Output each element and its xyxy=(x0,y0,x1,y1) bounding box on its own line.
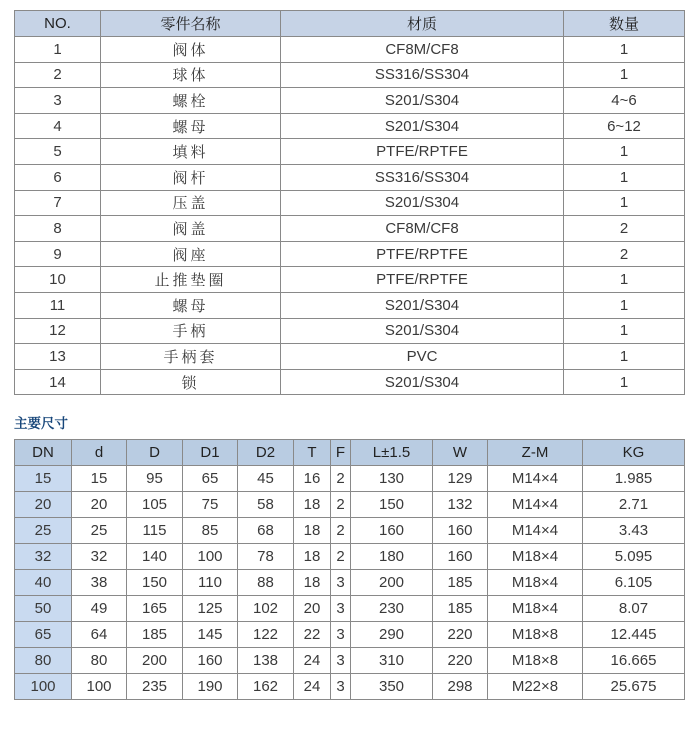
parts-table-header-cell: 材质 xyxy=(281,11,564,37)
parts-table-cell: 1 xyxy=(564,37,685,63)
dimensions-table-cell: 32 xyxy=(15,544,72,570)
parts-table-cell: 阀座 xyxy=(101,241,281,267)
parts-table-cell: 12 xyxy=(15,318,101,344)
parts-table-row xyxy=(15,241,685,267)
parts-table-cell: 4 xyxy=(15,113,101,139)
parts-table-cell: 止推垫圈 xyxy=(101,267,281,293)
dimensions-table-cell: 25 xyxy=(72,518,127,544)
dimensions-table-row xyxy=(15,674,685,700)
parts-table-cell: 1 xyxy=(564,139,685,165)
parts-table-row xyxy=(15,369,685,395)
dimensions-table-cell: 350 xyxy=(351,674,433,700)
dimensions-table-row xyxy=(15,466,685,492)
parts-table-cell: PTFE/RPTFE xyxy=(281,267,564,293)
dimensions-table-cell: 45 xyxy=(238,466,294,492)
dimensions-table-header-cell: DN xyxy=(15,440,72,466)
parts-table-cell: PTFE/RPTFE xyxy=(281,139,564,165)
parts-table-cell: 1 xyxy=(564,292,685,318)
dimensions-table-cell: 64 xyxy=(72,622,127,648)
dimensions-table-cell: 24 xyxy=(294,674,331,700)
dimensions-table-cell: 75 xyxy=(183,492,238,518)
parts-table-cell: 螺母 xyxy=(101,292,281,318)
parts-table-header-cell: NO. xyxy=(15,11,101,37)
dimensions-table-cell: M18×4 xyxy=(488,544,583,570)
dimensions-table-cell: 3 xyxy=(331,648,351,674)
dimensions-table-cell: 102 xyxy=(238,596,294,622)
dimensions-table-cell: 160 xyxy=(433,544,488,570)
dimensions-table-cell: 5.095 xyxy=(583,544,685,570)
dimensions-table-cell: 1.985 xyxy=(583,466,685,492)
dimensions-table xyxy=(14,439,685,700)
dimensions-table-row xyxy=(15,622,685,648)
parts-table-row xyxy=(15,113,685,139)
dimensions-table-row xyxy=(15,570,685,596)
dimensions-table-cell: 185 xyxy=(433,570,488,596)
dimensions-table-cell: 145 xyxy=(183,622,238,648)
dimensions-table-cell: 2 xyxy=(331,492,351,518)
dimensions-table-cell: 310 xyxy=(351,648,433,674)
dimensions-table-row xyxy=(15,492,685,518)
dimensions-table-cell: 180 xyxy=(351,544,433,570)
dimensions-table-cell: 3 xyxy=(331,622,351,648)
dimensions-table-cell: 122 xyxy=(238,622,294,648)
parts-table-cell: 2 xyxy=(564,216,685,242)
parts-table-cell: 填料 xyxy=(101,139,281,165)
dimensions-table-header-cell: F xyxy=(331,440,351,466)
dimensions-table-cell: 132 xyxy=(433,492,488,518)
dimensions-table-cell: 2 xyxy=(331,466,351,492)
parts-table-cell: 4~6 xyxy=(564,88,685,114)
dimensions-table-cell: 2.71 xyxy=(583,492,685,518)
parts-table-row xyxy=(15,267,685,293)
parts-table-row xyxy=(15,139,685,165)
dimensions-table-cell: 95 xyxy=(127,466,183,492)
dimensions-table-cell: 3 xyxy=(331,570,351,596)
parts-table-cell: 13 xyxy=(15,344,101,370)
dimensions-table-header-cell: D2 xyxy=(238,440,294,466)
dimensions-table-header-cell: T xyxy=(294,440,331,466)
dimensions-table-cell: 20 xyxy=(72,492,127,518)
dimensions-table-cell: 58 xyxy=(238,492,294,518)
parts-table-cell: 6~12 xyxy=(564,113,685,139)
dimensions-table-cell: 80 xyxy=(72,648,127,674)
dimensions-table-cell: M14×4 xyxy=(488,466,583,492)
dimensions-table-cell: 18 xyxy=(294,492,331,518)
parts-table-cell: SS316/SS304 xyxy=(281,62,564,88)
dimensions-table-cell: 129 xyxy=(433,466,488,492)
parts-table-cell: 10 xyxy=(15,267,101,293)
dimensions-table-row xyxy=(15,648,685,674)
dimensions-table-row xyxy=(15,596,685,622)
dimensions-table-cell: 18 xyxy=(294,570,331,596)
dimensions-table-header-cell: D1 xyxy=(183,440,238,466)
dimensions-table-cell: 15 xyxy=(72,466,127,492)
parts-table-header-cell: 零件名称 xyxy=(101,11,281,37)
parts-table-cell: 7 xyxy=(15,190,101,216)
dimensions-table-cell: M18×4 xyxy=(488,570,583,596)
parts-table-cell: 压盖 xyxy=(101,190,281,216)
dimensions-table-cell: 185 xyxy=(127,622,183,648)
parts-table-cell: 阀盖 xyxy=(101,216,281,242)
dimensions-table-cell: 235 xyxy=(127,674,183,700)
parts-table-cell: 1 xyxy=(15,37,101,63)
dimensions-table-header-cell: Z-M xyxy=(488,440,583,466)
parts-table-cell: 1 xyxy=(564,62,685,88)
dimensions-table-cell: 80 xyxy=(15,648,72,674)
dimensions-table-cell: 2 xyxy=(331,518,351,544)
dimensions-table-cell: 65 xyxy=(15,622,72,648)
dimensions-table-cell: 3 xyxy=(331,596,351,622)
dimensions-table-cell: 68 xyxy=(238,518,294,544)
dimensions-table-cell: 50 xyxy=(15,596,72,622)
dimensions-table-cell: 49 xyxy=(72,596,127,622)
dimensions-table-cell: M18×4 xyxy=(488,596,583,622)
parts-table-cell: 手柄套 xyxy=(101,344,281,370)
parts-table-cell: S201/S304 xyxy=(281,369,564,395)
dimensions-table-cell: 100 xyxy=(72,674,127,700)
dimensions-table-cell: M18×8 xyxy=(488,622,583,648)
dimensions-table-cell: 150 xyxy=(351,492,433,518)
parts-table-row xyxy=(15,216,685,242)
dimensions-table-cell: 125 xyxy=(183,596,238,622)
dimensions-table-cell: 18 xyxy=(294,518,331,544)
parts-table-cell: 阀体 xyxy=(101,37,281,63)
dimensions-table-cell: 100 xyxy=(15,674,72,700)
dimensions-table-cell: 150 xyxy=(127,570,183,596)
dimensions-table-cell: 165 xyxy=(127,596,183,622)
dimensions-table-cell: 16 xyxy=(294,466,331,492)
parts-table-cell: 5 xyxy=(15,139,101,165)
dimensions-table-cell: 20 xyxy=(294,596,331,622)
main-dimensions-title: 主要尺寸 xyxy=(14,416,68,432)
dimensions-table-cell: 162 xyxy=(238,674,294,700)
dimensions-table-row xyxy=(15,544,685,570)
dimensions-table-cell: 78 xyxy=(238,544,294,570)
parts-table xyxy=(14,10,685,395)
dimensions-table-cell: 200 xyxy=(351,570,433,596)
dimensions-table-cell: 138 xyxy=(238,648,294,674)
parts-table-header-cell: 数量 xyxy=(564,11,685,37)
dimensions-table-cell: 298 xyxy=(433,674,488,700)
dimensions-table-header-cell: KG xyxy=(583,440,685,466)
parts-table-cell: CF8M/CF8 xyxy=(281,37,564,63)
dimensions-table-cell: 20 xyxy=(15,492,72,518)
dimensions-table-cell: 25 xyxy=(15,518,72,544)
dimensions-table-cell: 160 xyxy=(433,518,488,544)
dimensions-table-cell: 3.43 xyxy=(583,518,685,544)
dimensions-table-cell: 40 xyxy=(15,570,72,596)
dimensions-table-header-cell: d xyxy=(72,440,127,466)
dimensions-table-cell: 88 xyxy=(238,570,294,596)
dimensions-table-cell: M18×8 xyxy=(488,648,583,674)
dimensions-table-cell: 38 xyxy=(72,570,127,596)
parts-table-cell: 6 xyxy=(15,164,101,190)
dimensions-table-cell: 140 xyxy=(127,544,183,570)
dimensions-table-cell: 230 xyxy=(351,596,433,622)
parts-table-cell: 1 xyxy=(564,369,685,395)
dimensions-table-header-cell: D xyxy=(127,440,183,466)
parts-table-cell: S201/S304 xyxy=(281,88,564,114)
dimensions-table-cell: 24 xyxy=(294,648,331,674)
dimensions-table-cell: 8.07 xyxy=(583,596,685,622)
dimensions-table-cell: 220 xyxy=(433,648,488,674)
dimensions-table-cell: 12.445 xyxy=(583,622,685,648)
parts-table-cell: S201/S304 xyxy=(281,113,564,139)
parts-table-cell: PTFE/RPTFE xyxy=(281,241,564,267)
parts-table-cell: CF8M/CF8 xyxy=(281,216,564,242)
parts-table-cell: S201/S304 xyxy=(281,318,564,344)
dimensions-table-cell: 160 xyxy=(351,518,433,544)
parts-table-cell: 9 xyxy=(15,241,101,267)
parts-table-header-row xyxy=(15,11,685,37)
parts-table-row xyxy=(15,318,685,344)
dimensions-table-cell: 100 xyxy=(183,544,238,570)
dimensions-table-cell: 25.675 xyxy=(583,674,685,700)
parts-table-cell: 11 xyxy=(15,292,101,318)
parts-table-cell: PVC xyxy=(281,344,564,370)
dimensions-table-cell: M14×4 xyxy=(488,492,583,518)
dimensions-table-cell: 16.665 xyxy=(583,648,685,674)
parts-table-cell: 3 xyxy=(15,88,101,114)
dimensions-table-header-cell: L±1.5 xyxy=(351,440,433,466)
parts-table-row xyxy=(15,190,685,216)
dimensions-table-cell: 290 xyxy=(351,622,433,648)
parts-table-cell: S201/S304 xyxy=(281,292,564,318)
dimensions-table-cell: 220 xyxy=(433,622,488,648)
parts-table-row xyxy=(15,344,685,370)
parts-table-row xyxy=(15,164,685,190)
dimensions-table-cell: 105 xyxy=(127,492,183,518)
dimensions-table-cell: 15 xyxy=(15,466,72,492)
parts-table-cell: 1 xyxy=(564,344,685,370)
dimensions-table-cell: 85 xyxy=(183,518,238,544)
dimensions-table-row xyxy=(15,518,685,544)
parts-table-row xyxy=(15,292,685,318)
parts-table-cell: 锁 xyxy=(101,369,281,395)
dimensions-table-cell: 110 xyxy=(183,570,238,596)
parts-table-row xyxy=(15,37,685,63)
parts-table-cell: 1 xyxy=(564,190,685,216)
dimensions-table-cell: 160 xyxy=(183,648,238,674)
dimensions-table-cell: 22 xyxy=(294,622,331,648)
parts-table-row xyxy=(15,62,685,88)
dimensions-table-cell: M22×8 xyxy=(488,674,583,700)
dimensions-table-cell: 18 xyxy=(294,544,331,570)
parts-table-cell: 螺母 xyxy=(101,113,281,139)
dimensions-table-cell: 32 xyxy=(72,544,127,570)
dimensions-table-cell: 130 xyxy=(351,466,433,492)
parts-table-cell: 螺栓 xyxy=(101,88,281,114)
parts-table-cell: 1 xyxy=(564,318,685,344)
dimensions-table-cell: 115 xyxy=(127,518,183,544)
dimensions-table-cell: 6.105 xyxy=(583,570,685,596)
parts-table-cell: 2 xyxy=(564,241,685,267)
parts-table-cell: 14 xyxy=(15,369,101,395)
dimensions-table-cell: 65 xyxy=(183,466,238,492)
parts-table-cell: 1 xyxy=(564,267,685,293)
dimensions-table-header-cell: W xyxy=(433,440,488,466)
parts-table-cell: 阀杆 xyxy=(101,164,281,190)
parts-table-cell: 8 xyxy=(15,216,101,242)
dimensions-table-cell: M14×4 xyxy=(488,518,583,544)
parts-table-cell: 球体 xyxy=(101,62,281,88)
dimensions-table-header-row xyxy=(15,440,685,466)
parts-table-cell: 手柄 xyxy=(101,318,281,344)
dimensions-table-cell: 3 xyxy=(331,674,351,700)
parts-table-cell: 1 xyxy=(564,164,685,190)
dimensions-table-cell: 190 xyxy=(183,674,238,700)
dimensions-table-cell: 2 xyxy=(331,544,351,570)
parts-table-cell: SS316/SS304 xyxy=(281,164,564,190)
parts-table-row xyxy=(15,88,685,114)
dimensions-table-cell: 185 xyxy=(433,596,488,622)
parts-table-cell: 2 xyxy=(15,62,101,88)
dimensions-table-cell: 200 xyxy=(127,648,183,674)
parts-table-cell: S201/S304 xyxy=(281,190,564,216)
